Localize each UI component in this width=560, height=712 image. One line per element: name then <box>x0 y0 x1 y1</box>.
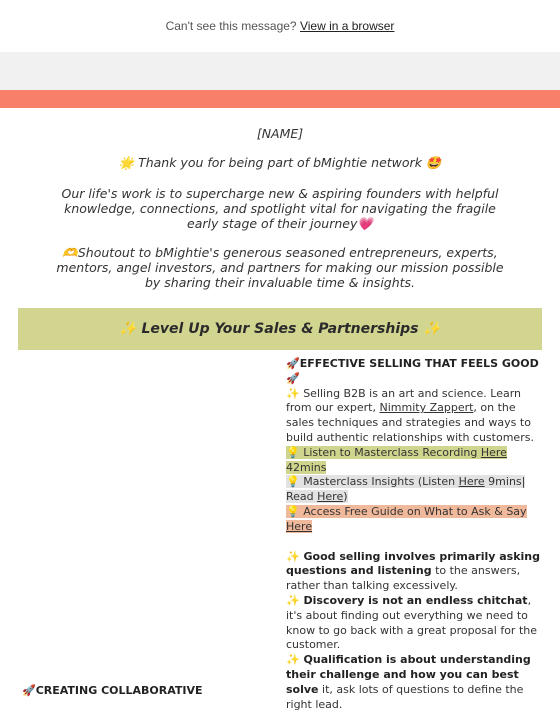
insights-close: ) <box>343 490 348 504</box>
tip3-rest: it, ask lots of questions to define the right lead. <box>286 682 524 711</box>
listen-text: 💡 Listen to Masterclass Recording <box>286 445 481 459</box>
tip2-rest: , it's about finding out everything we need to know to go back with a great proposal for the customer. <box>286 593 538 652</box>
view-in-browser-link[interactable]: View in a browser <box>299 19 395 33</box>
shoutout-paragraph: 🫶Shoutout to bMightie's generous seasoned entrepreneurs, experts, mentors, angel investors, and partners for making our mission possible by sharing their invaluable time & insights. <box>56 245 504 290</box>
tip-discovery <box>286 594 540 653</box>
insights-mid-text: 9mins| Read <box>286 475 526 504</box>
section-heading: ✨ Level Up Your Sales & Partnerships ✨ <box>18 308 542 350</box>
header-band <box>0 52 560 90</box>
mission-paragraph: Our life's work is to supercharge new & aspiring founders with helpful knowledge, connections, and spotlight vital for navigating the fragile early stage of their journey💗 <box>61 186 499 231</box>
insights-listen-link[interactable]: Here <box>458 475 485 489</box>
tip-qualification <box>286 653 540 712</box>
tip2-bold: ✨ Discovery is not an endless chitchat <box>286 593 528 607</box>
preheader <box>0 0 560 52</box>
accent-stripe <box>0 90 560 108</box>
tip1-rest: to the answers, rather than talking excessively. <box>286 564 521 593</box>
article-block <box>286 357 540 712</box>
insights-text: 💡 Masterclass Insights (Listen <box>286 475 459 489</box>
listen-duration: 42mins <box>286 460 327 474</box>
thanks-line: 🌟 Thank you for being part of bMightie network 🤩 <box>118 155 442 170</box>
article-title: 🚀EFFECTIVE SELLING THAT FEELS GOOD 🚀 <box>286 357 539 385</box>
cant-see-text: Can't see this message? <box>165 19 297 33</box>
recipient-name: [NAME] <box>256 126 304 141</box>
tip3-bold: ✨ Qualification is about understanding their challenge and how you can best solve <box>286 653 531 696</box>
intro-text: ✨ Selling B2B is an art and science. Learn from our expert, <box>286 386 522 415</box>
listen-recording-line <box>286 446 540 476</box>
free-guide-line <box>286 505 540 535</box>
free-guide-link[interactable]: Here <box>286 519 313 533</box>
next-section-title: 🚀CREATING COLLABORATIVE <box>22 684 203 697</box>
intro-section <box>0 126 560 290</box>
guide-text: 💡 Access Free Guide on What to Ask & Say <box>286 504 527 518</box>
tip-asking-questions <box>286 550 540 594</box>
tip1-bold: ✨ Good selling involves primarily asking questions and listening <box>286 549 541 578</box>
article-intro <box>286 387 540 446</box>
intro-text-end: , on the sales techniques and strategies and ways to build authentic relationships with customers. <box>286 401 534 444</box>
masterclass-insights-line <box>286 475 540 505</box>
listen-recording-link[interactable]: Here <box>480 445 507 459</box>
expert-link[interactable]: Nimmity Zappert <box>379 401 474 415</box>
insights-read-link[interactable]: Here <box>317 490 344 504</box>
